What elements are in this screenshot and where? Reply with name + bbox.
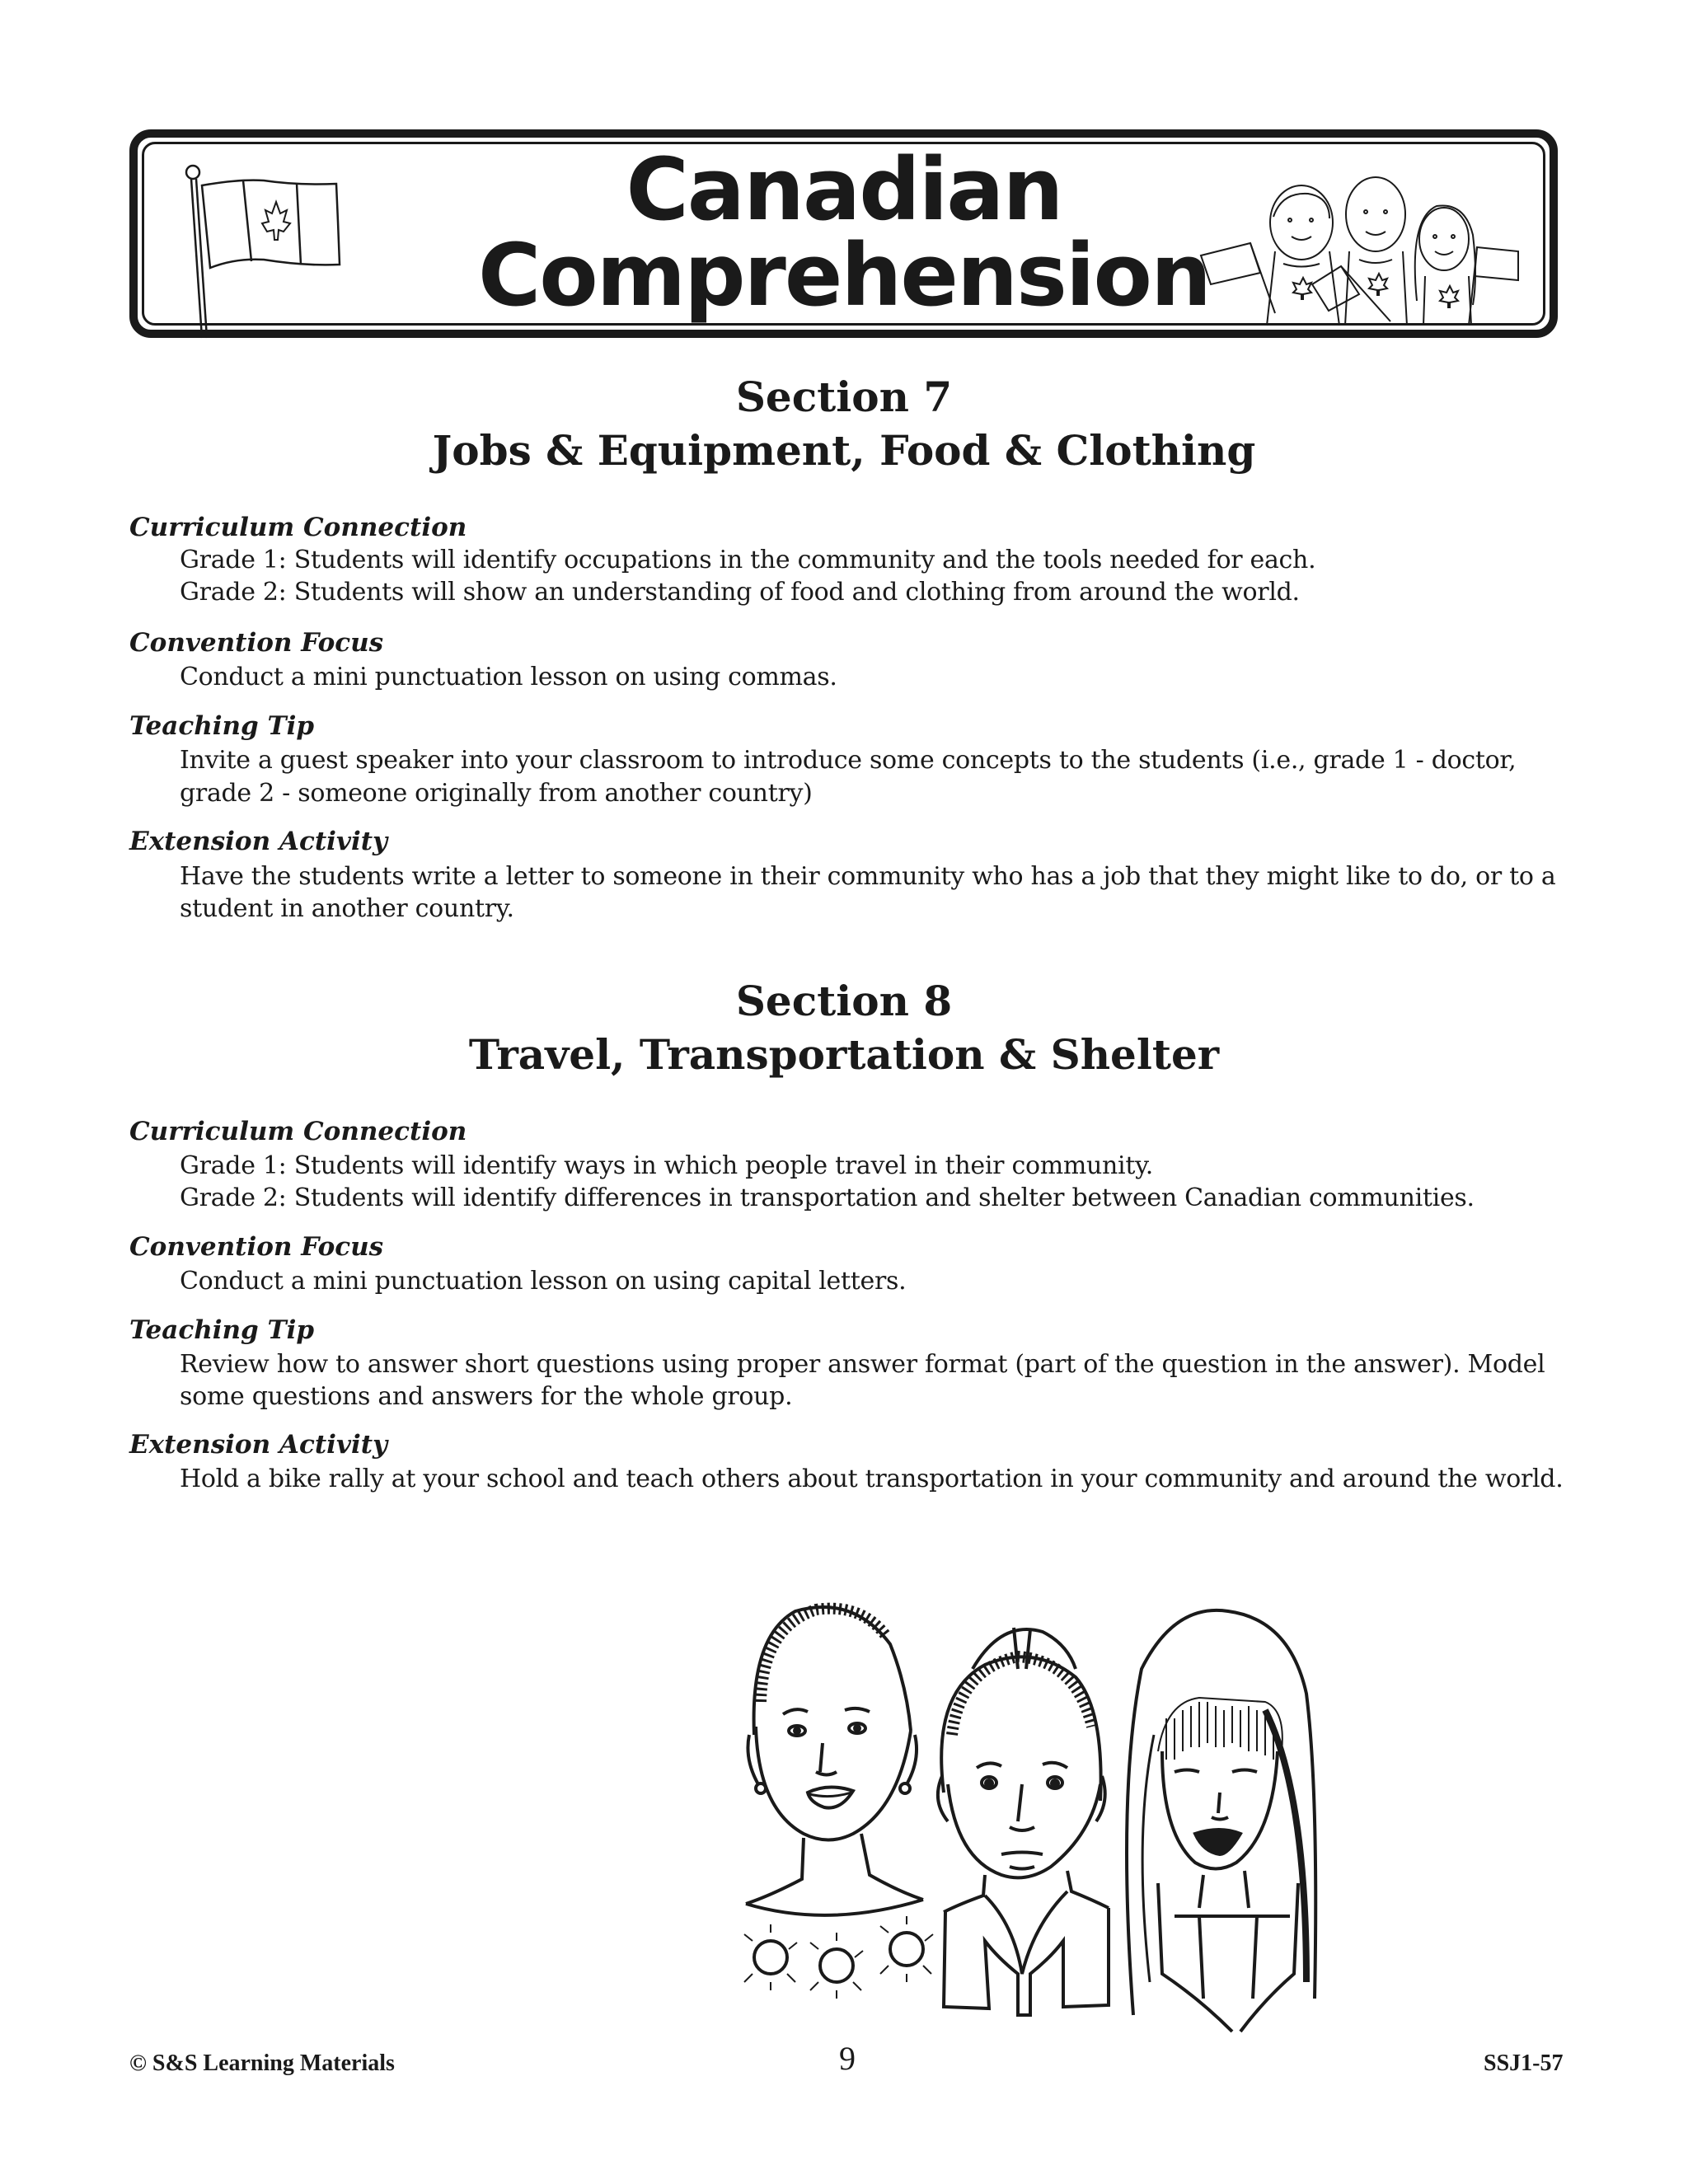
- section-8-extension-activity-heading: Extension Activity: [129, 1430, 388, 1460]
- section-7-extension-activity-line-1: Have the students write a letter to someone in their community who has a job that they might like to do, or to a: [180, 862, 1556, 891]
- section-7-teaching-tip-heading: Teaching Tip: [129, 711, 315, 741]
- section-7-curriculum-grade-2: Grade 2: Students will show an understanding of food and clothing from around the world.: [180, 578, 1300, 607]
- section-7-convention-focus-text: Conduct a mini punctuation lesson on using commas.: [180, 663, 837, 691]
- footer-page-number: 9: [839, 2040, 856, 2077]
- section-8-teaching-tip-line-1: Review how to answer short questions using proper answer format (part of the question in the answer). Model: [180, 1350, 1545, 1379]
- section-7-title: Jobs & Equipment, Food & Clothing: [432, 426, 1256, 475]
- section-7-extension-activity-line-2: student in another country.: [180, 894, 514, 923]
- section-8-number: Section 8: [735, 977, 953, 1025]
- banner-title-line-2: Comprehension: [477, 225, 1211, 326]
- section-7-convention-focus-heading: Convention Focus: [129, 628, 384, 658]
- footer-product-code: SSJ1-57: [1484, 2050, 1564, 2076]
- section-7-teaching-tip-line-2: grade 2 - someone originally from another country): [180, 779, 813, 808]
- children-waving-flags-icon: [1184, 169, 1514, 330]
- section-8-teaching-tip-heading: Teaching Tip: [129, 1315, 315, 1345]
- section-8-teaching-tip-line-2: some questions and answers for the whole group.: [180, 1382, 793, 1411]
- section-7-number: Section 7: [735, 373, 953, 421]
- section-8-curriculum-connection-heading: Curriculum Connection: [129, 1117, 467, 1146]
- section-7-curriculum-grade-1: Grade 1: Students will identify occupations in the community and the tools needed for each.: [180, 546, 1316, 574]
- section-7-curriculum-connection-heading: Curriculum Connection: [129, 513, 467, 542]
- section-7-extension-activity-heading: Extension Activity: [129, 827, 388, 856]
- banner-title-line-1: Canadian: [626, 139, 1062, 240]
- section-8-curriculum-grade-2: Grade 2: Students will identify differences in transportation and shelter between Canadian communities.: [180, 1183, 1475, 1212]
- three-children-portraits-illustration: [738, 1586, 1422, 2040]
- section-8-title: Travel, Transportation & Shelter: [468, 1030, 1220, 1079]
- footer-copyright: © S&S Learning Materials: [129, 2050, 395, 2076]
- section-8-extension-activity-line-1: Hold a bike rally at your school and teach others about transportation in your community and around the world.: [180, 1465, 1564, 1493]
- section-8-convention-focus-text: Conduct a mini punctuation lesson on using capital letters.: [180, 1267, 907, 1296]
- section-8-convention-focus-heading: Convention Focus: [129, 1232, 384, 1262]
- section-7-teaching-tip-line-1: Invite a guest speaker into your classroom to introduce some concepts to the students (i.e., grade 1 - doctor,: [180, 746, 1517, 775]
- section-8-curriculum-grade-1: Grade 1: Students will identify ways in which people travel in their community.: [180, 1151, 1154, 1180]
